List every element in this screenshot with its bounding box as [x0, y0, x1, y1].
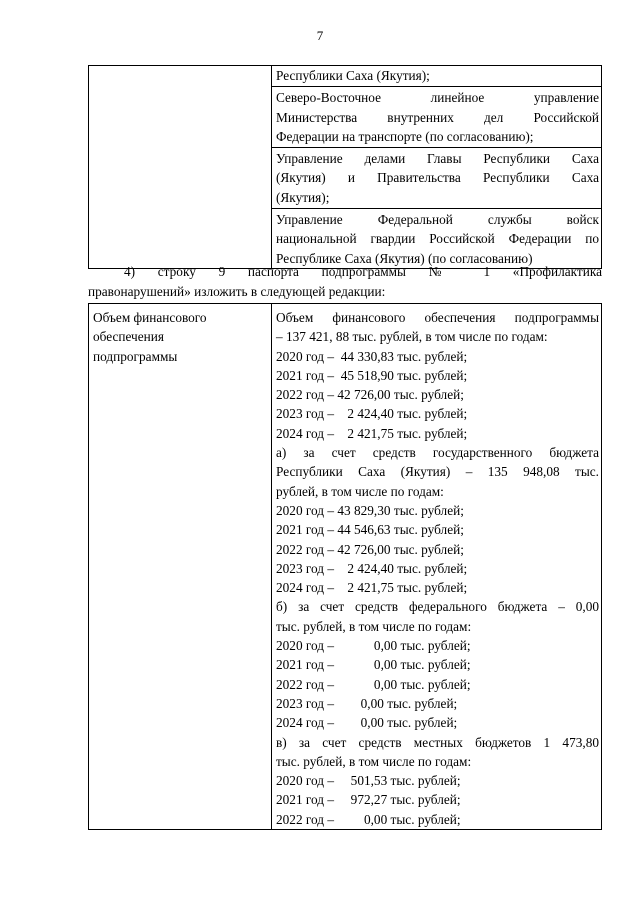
text-line: Северо-Восточное линейное управление — [276, 90, 599, 106]
year-line: 2022 год – 42 726,00 тыс. рублей; — [276, 541, 464, 557]
text-line: Федерации на транспорте (по согласованию); — [276, 128, 534, 144]
year-line: 2023 год – 0,00 тыс. рублей; — [276, 695, 458, 711]
executors-cell — [272, 66, 602, 269]
text-line: Объем финансового обеспечения подпрограммы — [276, 310, 599, 325]
funding-table — [88, 303, 602, 830]
paragraph-line: 4) строку 9 паспорта подпрограммы № 1 «Профилактика — [124, 264, 602, 279]
text-line: тыс. рублей, в том числе по годам: — [276, 753, 472, 769]
label-line: подпрограммы — [93, 348, 178, 364]
text-line: а) за счет средств государственного бюджета — [276, 445, 599, 461]
funding-details-cell — [272, 304, 602, 830]
label-line: Объем финансового — [93, 310, 207, 325]
year-line: 2022 год – 42 726,00 тыс. рублей; — [276, 387, 464, 403]
year-line: 2021 год – 0,00 тыс. рублей; — [276, 657, 471, 673]
year-line: 2020 год – 501,53 тыс. рублей; — [276, 773, 461, 789]
text-line: тыс. рублей, в том числе по годам: — [276, 618, 472, 634]
text-line: – 137 421, 88 тыс. рублей, в том числе по годам: — [276, 329, 548, 345]
text-line: в) за счет средств местных бюджетов 1 473,80 — [276, 734, 599, 750]
text-line: национальной гвардии Российской Федерации по — [276, 231, 599, 247]
year-line: 2024 год – 2 421,75 тыс. рублей; — [276, 425, 468, 441]
text-line: (Якутия) и Правительства Республики Саха — [276, 170, 599, 186]
year-line: 2021 год – 972,27 тыс. рублей; — [276, 792, 461, 808]
year-line: 2024 год – 0,00 тыс. рублей; — [276, 715, 458, 731]
text-line: Республики Саха (Якутия) – 135 948,08 тыс. — [276, 464, 599, 480]
paragraph-line: правонарушений» изложить в следующей редакции: — [88, 283, 386, 299]
year-line: 2021 год – 45 518,90 тыс. рублей; — [276, 367, 468, 383]
funding-label-cell — [89, 304, 272, 830]
amendment-paragraph — [88, 262, 602, 301]
year-line: 2023 год – 2 424,40 тыс. рублей; — [276, 560, 468, 576]
label-line: обеспечения — [93, 329, 164, 345]
page-number: 7 — [316, 28, 324, 43]
year-line: 2021 год – 44 546,63 тыс. рублей; — [276, 522, 464, 538]
empty-left-cell — [89, 66, 272, 269]
executors-table-fragment — [88, 65, 602, 269]
text-line: Управление Федеральной службы войск — [276, 212, 599, 228]
year-line: 2023 год – 2 424,40 тыс. рублей; — [276, 406, 468, 422]
text-line: Министерства внутренних дел Российской — [276, 109, 599, 125]
text-line: рублей, в том числе по годам: — [276, 483, 444, 499]
year-line: 2022 год – 0,00 тыс. рублей; — [276, 811, 461, 827]
year-line: 2020 год – 43 829,30 тыс. рублей; — [276, 502, 464, 518]
year-line: 2024 год – 2 421,75 тыс. рублей; — [276, 580, 468, 596]
year-line: 2020 год – 44 330,83 тыс. рублей; — [276, 348, 468, 364]
text-line: Управление делами Главы Республики Саха — [276, 151, 599, 167]
year-line: 2022 год – 0,00 тыс. рублей; — [276, 676, 471, 692]
text-line: б) за счет средств федерального бюджета – 0,00 — [276, 599, 599, 615]
text-line: Республики Саха (Якутия); — [276, 68, 430, 83]
text-line: Республике Саха (Якутия) (по согласованию) — [276, 250, 533, 266]
text-line: (Якутия); — [276, 189, 330, 205]
year-line: 2020 год – 0,00 тыс. рублей; — [276, 638, 471, 654]
